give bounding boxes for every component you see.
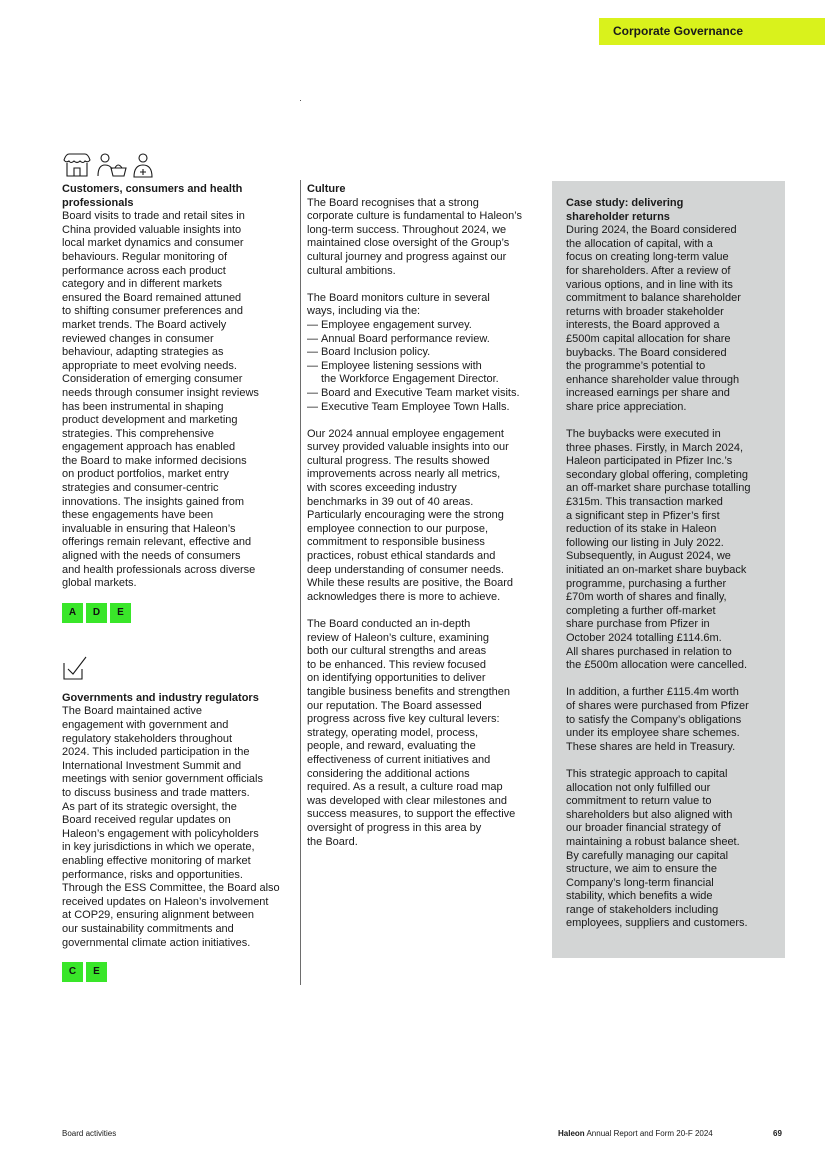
- text-line: strategies and consumer-centric: [62, 482, 219, 495]
- text-line: at COP29, ensuring alignment between: [62, 909, 255, 922]
- text-line: ways, including via the:: [307, 305, 421, 318]
- footer-report-title: [558, 1129, 713, 1139]
- text-line: In addition, a further £115.4m worth: [566, 686, 739, 699]
- text-line: The Board monitors culture in several: [307, 291, 490, 304]
- customers-badges: [62, 603, 294, 623]
- text-line: innovations. The insights gained from: [62, 495, 245, 508]
- text-line: a significant step in Pfizer’s first: [566, 509, 720, 522]
- text-line: Company’s long-term financial: [566, 876, 714, 889]
- text-line: the programme’s potential to: [566, 360, 706, 373]
- text-line: oversight of progress in this area by: [307, 821, 482, 834]
- text-line: stability, which benefits a wide: [566, 890, 713, 903]
- column-divider: [300, 180, 301, 985]
- text-line: As part of its strategic oversight, the: [62, 800, 237, 813]
- text-line: secondary global offering, completing: [566, 468, 749, 481]
- text-line: behaviour, adapting strategies as: [62, 346, 224, 359]
- text-line: returns with broader stakeholder: [566, 305, 724, 318]
- text-line: product development and marketing: [62, 414, 238, 427]
- text-line: October 2024 totalling £114.6m.: [566, 632, 722, 644]
- text-line: These shares are held in Treasury.: [566, 740, 736, 753]
- culture-monitoring-list: [307, 319, 543, 414]
- stakeholder-badge: E: [86, 962, 107, 982]
- text-line: success measures, to support the effective: [307, 808, 516, 821]
- text-line: our sustainability commitments and: [62, 922, 234, 935]
- footer-section-label: Board activities: [62, 1129, 117, 1138]
- section-tag: Corporate Governance: [599, 18, 825, 45]
- text-line: shareholders but also aligned with: [566, 808, 733, 821]
- text-line: in key jurisdictions in which we operate,: [62, 841, 255, 854]
- text-line: long-term success. Throughout 2024, we: [307, 223, 507, 236]
- text-line: considering the additional actions: [307, 767, 470, 780]
- text-line: following our listing in July 2022.: [566, 536, 724, 549]
- customers-heading-line2: professionals: [62, 196, 134, 209]
- list-item: [307, 360, 543, 387]
- text-line: the £500m allocation were cancelled.: [566, 659, 748, 672]
- text-line: to shifting consumer preferences and: [62, 305, 243, 318]
- customers-body: [62, 210, 294, 591]
- text-line: focus on creating long-term value: [566, 251, 729, 264]
- text-line: under its employee share schemes.: [566, 727, 740, 740]
- text-line: This strategic approach to capital: [566, 767, 728, 780]
- text-line: strategies. This comprehensive: [62, 427, 215, 440]
- governments-body: [62, 705, 294, 950]
- customers-heading-line1: Customers, consumers and health: [62, 183, 243, 195]
- list-item: — Board and Executive Team market visits.: [307, 387, 543, 401]
- text-line: engagement with government and: [62, 719, 229, 731]
- case-study-box: [552, 181, 785, 958]
- text-line: practices, robust ethical standards and: [307, 550, 496, 563]
- text-line: strategy, operating model, process,: [307, 726, 478, 739]
- text-line: on identifying opportunities to deliver: [307, 672, 486, 685]
- text-line: both our cultural strengths and areas: [307, 645, 487, 658]
- text-line: Through the ESS Committee, the Board also: [62, 882, 280, 895]
- text-line: maintained close oversight of the Group’s: [307, 237, 510, 250]
- text-line: enabling effective monitoring of market: [62, 854, 251, 867]
- text-line: Board visits to trade and retail sites in: [62, 210, 245, 223]
- column-culture: [307, 183, 543, 849]
- shop-icon: [62, 152, 92, 178]
- text-line: Particularly encouraging were the strong: [307, 509, 504, 522]
- text-line: programme, purchasing a further: [566, 577, 727, 590]
- list-item: — Annual Board performance review.: [307, 333, 543, 347]
- stakeholder-badge: C: [62, 962, 83, 982]
- text-line: commitment to return value to: [566, 795, 712, 808]
- text-line: performance, risks and opportunities.: [62, 868, 243, 881]
- text-line: £70m worth of shares and finally,: [566, 591, 727, 604]
- text-line: commitment to balance shareholder: [566, 292, 741, 305]
- text-line: Haleon’s engagement with policyholders: [62, 827, 259, 840]
- list-item: — Employee engagement survey.: [307, 319, 543, 333]
- text-line: corporate culture is fundamental to Haleon’s: [307, 210, 523, 223]
- text-line: deep understanding of consumer needs.: [307, 563, 504, 576]
- text-line: During 2024, the Board considered: [566, 224, 737, 237]
- text-line: £315m. This transaction marked: [566, 496, 723, 509]
- text-line: increased earnings per share and: [566, 387, 730, 400]
- stakeholder-badge: A: [62, 603, 83, 623]
- text-line: behaviours. Regular monitoring of: [62, 250, 228, 263]
- text-line: needs through consumer insight reviews: [62, 386, 259, 399]
- text-line: our broader financial strategy of: [566, 822, 721, 835]
- culture-heading: Culture: [307, 183, 346, 195]
- text-line: completing a further off-market: [566, 604, 716, 617]
- text-line: required. As a result, a culture road map: [307, 781, 503, 794]
- text-line: Consideration of emerging consumer: [62, 373, 243, 386]
- text-line: China provided valuable insights into: [62, 223, 242, 236]
- text-line: The Board conducted an in-depth: [307, 618, 471, 630]
- text-line: reduction of its stake in Haleon: [566, 523, 717, 536]
- text-line: of shares were purchased from Pfizer: [566, 699, 749, 712]
- text-line: on product portfolios, market entry: [62, 468, 229, 481]
- governments-heading: Governments and industry regulators: [62, 691, 259, 704]
- case-study-heading-line1: Case study: delivering: [566, 197, 684, 209]
- text-line: the Board.: [307, 835, 358, 848]
- text-line: to discuss business and trade matters.: [62, 786, 250, 799]
- text-line: engagement approach has enabled: [62, 441, 236, 454]
- text-line: three phases. Firstly, in March 2024,: [566, 441, 744, 454]
- text-line: benchmarks in 39 out of 40 areas.: [307, 495, 474, 508]
- text-line: Board received regular updates on: [62, 814, 231, 827]
- text-line: category and in different markets: [62, 278, 222, 291]
- text-line: International Investment Summit and: [62, 759, 242, 772]
- footer-brand: Haleon: [558, 1129, 585, 1138]
- text-line: interests, the Board approved a: [566, 319, 720, 332]
- text-line: tangible business benefits and strengthen: [307, 685, 511, 698]
- text-line: While these results are positive, the Board: [307, 577, 514, 590]
- text-line: local market dynamics and consumer: [62, 237, 244, 250]
- text-line: effectiveness of current initiatives and: [307, 753, 491, 766]
- text-line: people, and reward, evaluating the: [307, 740, 476, 753]
- text-line: reviewed changes in consumer: [62, 332, 214, 345]
- text-line: £500m capital allocation for share: [566, 332, 731, 345]
- text-line: the allocation of capital, with a: [566, 237, 713, 250]
- text-line: the Board to make informed decisions: [62, 454, 247, 467]
- text-line: cultural journey and progress against our: [307, 250, 507, 263]
- text-line: governmental climate action initiatives.: [62, 936, 251, 949]
- text-line: invaluable in ensuring that Haleon’s: [62, 522, 236, 535]
- text-line: buybacks. The Board considered: [566, 346, 727, 359]
- text-line: enhance shareholder value through: [566, 373, 740, 386]
- text-line: All shares purchased in relation to: [566, 645, 732, 658]
- text-line: employees, suppliers and customers.: [566, 917, 748, 930]
- text-line: aligned with the needs of consumers: [62, 550, 241, 563]
- text-line: and health professionals across diverse: [62, 563, 256, 576]
- text-line: regulatory stakeholders throughout: [62, 732, 232, 745]
- text-line: our reputation. The Board assessed: [307, 699, 482, 712]
- text-line: with scores exceeding industry: [307, 482, 457, 495]
- customers-icon-group: [62, 150, 294, 178]
- text-line: market trends. The Board actively: [62, 318, 227, 331]
- stray-dot: [300, 100, 301, 101]
- text-line: cultural ambitions.: [307, 264, 396, 277]
- shopper-basket-icon: [96, 152, 128, 178]
- text-line: various options, and in line with its: [566, 278, 733, 291]
- text-line: Haleon participated in Pfizer Inc.’s: [566, 455, 733, 468]
- text-line: allocation not only fulfilled our: [566, 781, 711, 794]
- list-item: — Executive Team Employee Town Halls.: [307, 401, 543, 415]
- text-line: The Board recognises that a strong: [307, 196, 479, 209]
- page-number: 69: [773, 1129, 782, 1138]
- case-study-heading-line2: shareholder returns: [566, 210, 670, 223]
- text-line: ensured the Board remained attuned: [62, 291, 242, 304]
- column-stakeholders: [62, 150, 294, 982]
- text-line: to satisfy the Company’s obligations: [566, 713, 742, 726]
- text-line: range of stakeholders including: [566, 903, 719, 916]
- text-line: Our 2024 annual employee engagement: [307, 427, 504, 440]
- text-line: The Board maintained active: [62, 705, 203, 718]
- text-line: appropriate to meet evolving needs.: [62, 359, 237, 372]
- text-line: By carefully managing our capital: [566, 849, 729, 862]
- text-line: an off-market share purchase totalling: [566, 482, 751, 495]
- text-line: commitment to responsible business: [307, 536, 485, 549]
- list-item-text: Employee listening sessions with: [321, 359, 482, 372]
- text-line: offerings remain relevant, effective and: [62, 536, 252, 549]
- text-line: share price appreciation.: [566, 400, 687, 413]
- text-line: survey provided valuable insights into our: [307, 441, 509, 454]
- health-professional-icon: [132, 152, 154, 178]
- list-item: — Board Inclusion policy.: [307, 346, 543, 360]
- text-line: performance across each product: [62, 264, 226, 277]
- text-line: acknowledges there is more to achieve.: [307, 590, 501, 603]
- text-line: meetings with senior government officials: [62, 773, 263, 786]
- text-line: The buybacks were executed in: [566, 428, 721, 441]
- text-line: for shareholders. After a review of: [566, 264, 731, 277]
- text-line: initiated an on-market share buyback: [566, 564, 747, 577]
- list-item-text-cont: the Workforce Engagement Director.: [321, 373, 499, 386]
- text-line: Subsequently, in August 2024, we: [566, 550, 731, 563]
- text-line: improvements across nearly all metrics,: [307, 468, 501, 481]
- text-line: progress across five key cultural levers:: [307, 713, 500, 726]
- text-line: review of Haleon’s culture, examining: [307, 631, 489, 644]
- text-line: cultural progress. The results showed: [307, 454, 490, 467]
- text-line: to be enhanced. This review focused: [307, 658, 486, 671]
- text-line: these engagements have been: [62, 509, 214, 522]
- text-line: employee connection to our purpose,: [307, 522, 489, 535]
- text-line: structure, we aim to ensure the: [566, 863, 718, 876]
- text-line: share purchase from Pfizer in: [566, 618, 710, 631]
- text-line: global markets.: [62, 577, 137, 590]
- governments-badges: [62, 962, 294, 982]
- text-line: received updates on Haleon’s involvement: [62, 895, 269, 908]
- stakeholder-badge: E: [110, 603, 131, 623]
- text-line: maintaining a robust balance sheet.: [566, 835, 740, 848]
- text-line: has been instrumental in shaping: [62, 400, 224, 413]
- checkbox-tick-icon: [62, 655, 88, 681]
- text-line: was developed with clear milestones and: [307, 794, 507, 807]
- footer-report: Annual Report and Form 20-F 2024: [586, 1129, 713, 1138]
- stakeholder-badge: D: [86, 603, 107, 623]
- text-line: 2024. This included participation in the: [62, 746, 250, 759]
